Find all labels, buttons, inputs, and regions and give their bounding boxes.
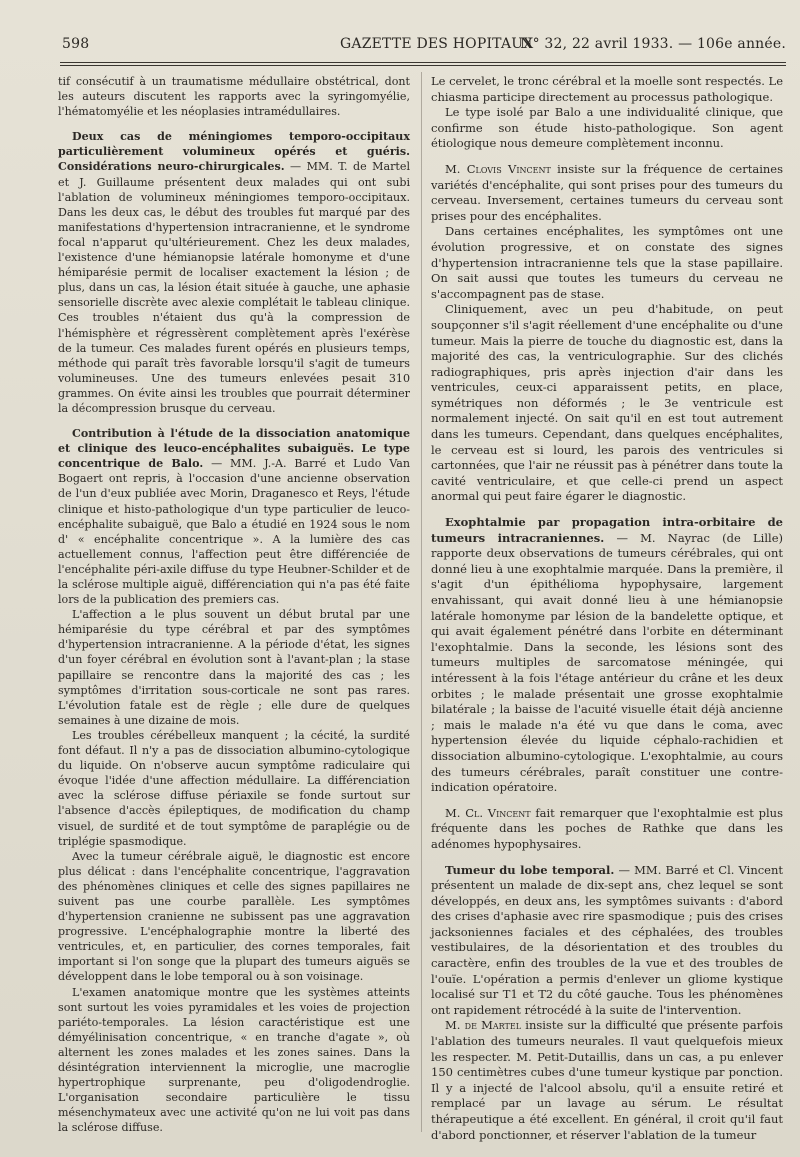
discussant: M. de Martel bbox=[445, 1018, 522, 1033]
discussion-body: insiste sur la difficulté que présente parfois l'ablation des tumeurs neurales. Il vaut quelquefois mieux les respecter. M. Petit-Dutaillis, dans un cas, a pu enlever 150 centimètres cubes d'une tumeur kystique par ponction. Il y a injecté de l'alcool absolu, qu'il a ensuite retiré et remplacé par un lavage au sérum. Le résultat thérapeutique a été excellent. En général, il croit qu'il faut d'abord ponctionner, et réserver l'ablation de la tumeur bbox=[431, 1018, 783, 1142]
section-title: Deux cas de méningiomes temporo-occipitaux particulièrement volumineux opérés et guéris. Considérations neuro-chirurgicales. bbox=[58, 130, 410, 174]
discussion-vincent bbox=[431, 162, 783, 224]
paragraph: Dans certaines encéphalites, les symptômes ont une évolution progressive, et on constate des signes d'hypertension intracranienne tels que la stase papillaire. On sait aussi que toutes les tumeurs du cerveau ne s'accompagnent pas de stase. bbox=[431, 224, 783, 301]
left-column bbox=[58, 74, 410, 1135]
section-body: ont repris, à l'occasion d'une ancienne observation de l'un d'eux publiée avec Morin, Draganesco et Reys, l'étude clinique et histo-pathologique d'un type particulier de leuco-encéphalite subaiguë, que Balo a étudié en 1924 sous le nom d' « encéphalite concentrique ». A la lumière des cas actuellement connus, l'affection peut être différenciée de l'encéphalite péri-axile diffuse du type Heubner-Schilder et de la sclérose multiple aiguë, différenciation qui n'a pas été faite lors de la publication des premiers cas. bbox=[58, 472, 411, 607]
paragraph: L'affection a le plus souvent un début brutal par une hémiparésie du type cérébral et par des symptômes d'hypertension intracranienne. A la période d'état, les signes d'un foyer cérébral en évolution sont à l'avant-plan ; la stase papillaire se rencontre dans la majorité des cas ; les symptômes d'irritation sous-corticale ne sont pas rares. L'évolution fatale est de règle ; elle dure de quelques semaines à une dizaine de mois. bbox=[58, 608, 410, 727]
page-header bbox=[62, 36, 786, 58]
section-authors: — MM. Barré et Cl. Vincent bbox=[618, 862, 784, 877]
header-rule bbox=[60, 62, 786, 63]
discussant: M. Clovis Vincent bbox=[445, 161, 551, 176]
discussion-cl-vincent bbox=[431, 806, 783, 853]
paragraph: Le type isolé par Balo a une individualité clinique, que confirme son étude histo-pathologique. Son agent étiologique nous demeure complètement inconnu. bbox=[431, 105, 783, 151]
paragraph: Le cervelet, le tronc cérébral et la moelle sont respectés. Le chiasma participe directement au processus pathologique. bbox=[431, 74, 783, 104]
section-body: présentent deux malades qui ont subi l'ablation de volumineux méningiomes temporo-occipitaux. Dans les deux cas, le début des troubles fut marqué par des manifestations d'hypertension intracranienne, et le syndrome focal n'apparut qu'ultérieurement. Chez les deux malades, l'existence d'une hémianopsie latérale homonyme et d'une hémiparésie permit de localiser exactement la lésion ; de plus, dans un cas, la lésion était située à gauche, une aphasie sensorielle discrète avec alexie complétait le tableau clinique. Ces troubles n'étaient dus qu'à la compression de l'hémisphère et régressèrent complètement après l'exérèse de la tumeur. Ces malades furent opérés en plusieurs temps, méthode qui paraît très favorable lorsqu'il s'agit de tumeurs volumineuses. Une des tumeurs enlevées pesait 310 grammes. On évite ainsi les troubles que pourrait déterminer la décompression brusque du cerveau. bbox=[58, 175, 411, 415]
paragraph: Avec la tumeur cérébrale aiguë, le diagnostic est encore plus délicat : dans l'encéphalite concentrique, l'aggravation des phénomènes cliniques et celle des signes papillaires ne suivent pas une courbe parallèle. Les symptômes d'hypertension cranienne ne subissent pas une aggravation progressive. L'encéphalographie montre la liberté des ventricules, et, en particulier, des cornes temporales, fait important si l'on songe que la plupart des tumeurs aiguës se développent dans le lobe temporal ou à son voisinage. bbox=[58, 849, 410, 984]
section-title: Exophtalmie par propagation intra-orbitaire de tumeurs intracraniennes. bbox=[431, 515, 783, 545]
section-body: présentent un malade de dix-sept ans, chez lequel se sont développés, en deux ans, les symptômes suivants : d'abord des crises d'aphasie avec rire spasmodique ; puis des crises jacksoniennes faciales et des céphalées, des troubles vestibulaires, de la désorientation et des troubles du caractère, enfin des troubles de la vue et des troubles de l'ouïe. L'opération a permis d'enlever un gliome kystique localisé sur T1 et T2 du côté gauche. Tous les phénomènes ont rapidement rétrocédé à la suite de l'intervention. bbox=[431, 878, 783, 1017]
right-column bbox=[431, 74, 783, 1143]
discussant: M. Cl. Vincent bbox=[445, 805, 531, 820]
paragraph: L'examen anatomique montre que les systèmes atteints sont surtout les voies pyramidales et les voies de projection pariéto-temporales. La lésion caractéristique est une démyélinisation concentrique, « en tranche d'agate », où alternent les zones malades et les zones saines. Dans la désintégration interviennent la microglie, une macroglie hypertrophique surprenante, peu d'oligodendroglie. L'organisation secondaire particulière le tissu mésenchymateux avec une activité qu'on ne lui voit pas dans la sclérose diffuse. bbox=[58, 985, 410, 1135]
journal-title: GAZETTE DES HOPITAUX bbox=[340, 36, 534, 52]
column-divider bbox=[421, 72, 422, 1132]
section-title: Contribution à l'étude de la dissociation anatomique et clinique des leuco-encéphalites subaiguës. Le type concentrique de Balo. bbox=[58, 427, 410, 471]
section-title: Tumeur du lobe temporal. bbox=[445, 862, 615, 877]
section-authors: — MM. J.-A. Barré et Ludo Van Bogaert bbox=[58, 457, 410, 486]
section-exophtalmie bbox=[431, 515, 783, 796]
section-body: rapporte deux observations de tumeurs cérébrales, qui ont donné lieu à une exophtalmie marquée. Dans la première, il s'agit d'un épithélioma hypophysaire, largement envahissant, qui avait donné lieu à une hémianopsie latérale homonyme par lésion de la bandelette optique, et qui avait également pénétré dans l'orbite en déterminant l'exophtalmie. Dans la seconde, les lésions sont des tumeurs multiples de sarcomatose méningée, qui intéressent à la fois l'étage antérieur du crâne et les deux orbites ; le malade présentait une grosse exophtalmie bilatérale ; la baisse de l'acuité visuelle était déjà ancienne ; mais le malade n'a été vu que dans le coma, avec hypertension élevée du liquide céphalo-rachidien et dissociation albumino-cytologique. L'exophtalmie, au cours des tumeurs cérébrales, paraît constituer une contre-indication opératoire. bbox=[431, 546, 783, 795]
discussion-de-martel bbox=[431, 1018, 783, 1143]
section-meningiomes bbox=[58, 129, 410, 416]
section-tumeur-temporal bbox=[431, 863, 783, 1019]
header-rule-2 bbox=[60, 65, 786, 66]
discussion-body: insiste sur la fréquence de certaines variétés d'encéphalite, qui sont prises pour des tumeurs du cerveau. Inversement, certaines tumeurs du cerveau sont prises pour des encéphalites. bbox=[431, 161, 784, 223]
section-authors: — M. Nayrac (de Lille) bbox=[616, 530, 783, 545]
issue-info: N° 32, 22 avril 1933. — 106e année. bbox=[520, 36, 786, 52]
page-number: 598 bbox=[62, 36, 90, 52]
paragraph: Cliniquement, avec un peu d'habitude, on peut soupçonner s'il s'agit réellement d'une encéphalite ou d'une tumeur. Mais la pierre de touche du diagnostic est, dans la majorité des cas, la ventriculographie. Sur des clichés radiographiques, pris après injection d'air dans les ventricules, ceux-ci apparaissent petits, en place, symétriques non déformés ; le 3e ventricule est normalement injecté. On sait qu'il en est tout autrement dans les tumeurs. Cependant, dans quelques encéphalites, le cerveau est si lourd, les parois des ventricules si cartonnées, que l'air ne réussit pas à pénétrer dans toute la cavité ventriculaire, et que celle-ci prend un aspect anormal qui peut faire égarer le diagnostic. bbox=[431, 302, 783, 504]
discussion-body: fait remarquer que l'exophtalmie est plus fréquente dans les poches de Rathke que dans les adénomes hypophysaires. bbox=[431, 805, 783, 851]
section-authors: — MM. T. de Martel et J. Guillaume bbox=[58, 160, 411, 189]
paragraph: Les troubles cérébelleux manquent ; la cécité, la surdité font défaut. Il n'y a pas de dissociation albumino-cytologique du liquide. On n'observe aucun symptôme radiculaire qui évoque l'idée d'une affection médullaire. La différenciation avec la sclérose diffuse périaxile se fonde surtout sur l'absence d'accès épileptiques, de modification du champ visuel, de surdité et de tout symptôme de paraplégie ou de triplégie spasmodique. bbox=[58, 728, 410, 848]
section-leuco-encephalites bbox=[58, 426, 410, 607]
paragraph: tif consécutif à un traumatisme médullaire obstétrical, dont les auteurs discutent les rapports avec la syringomyélie, l'hématomyélie et les néoplasies intramédullaires. bbox=[58, 75, 410, 119]
